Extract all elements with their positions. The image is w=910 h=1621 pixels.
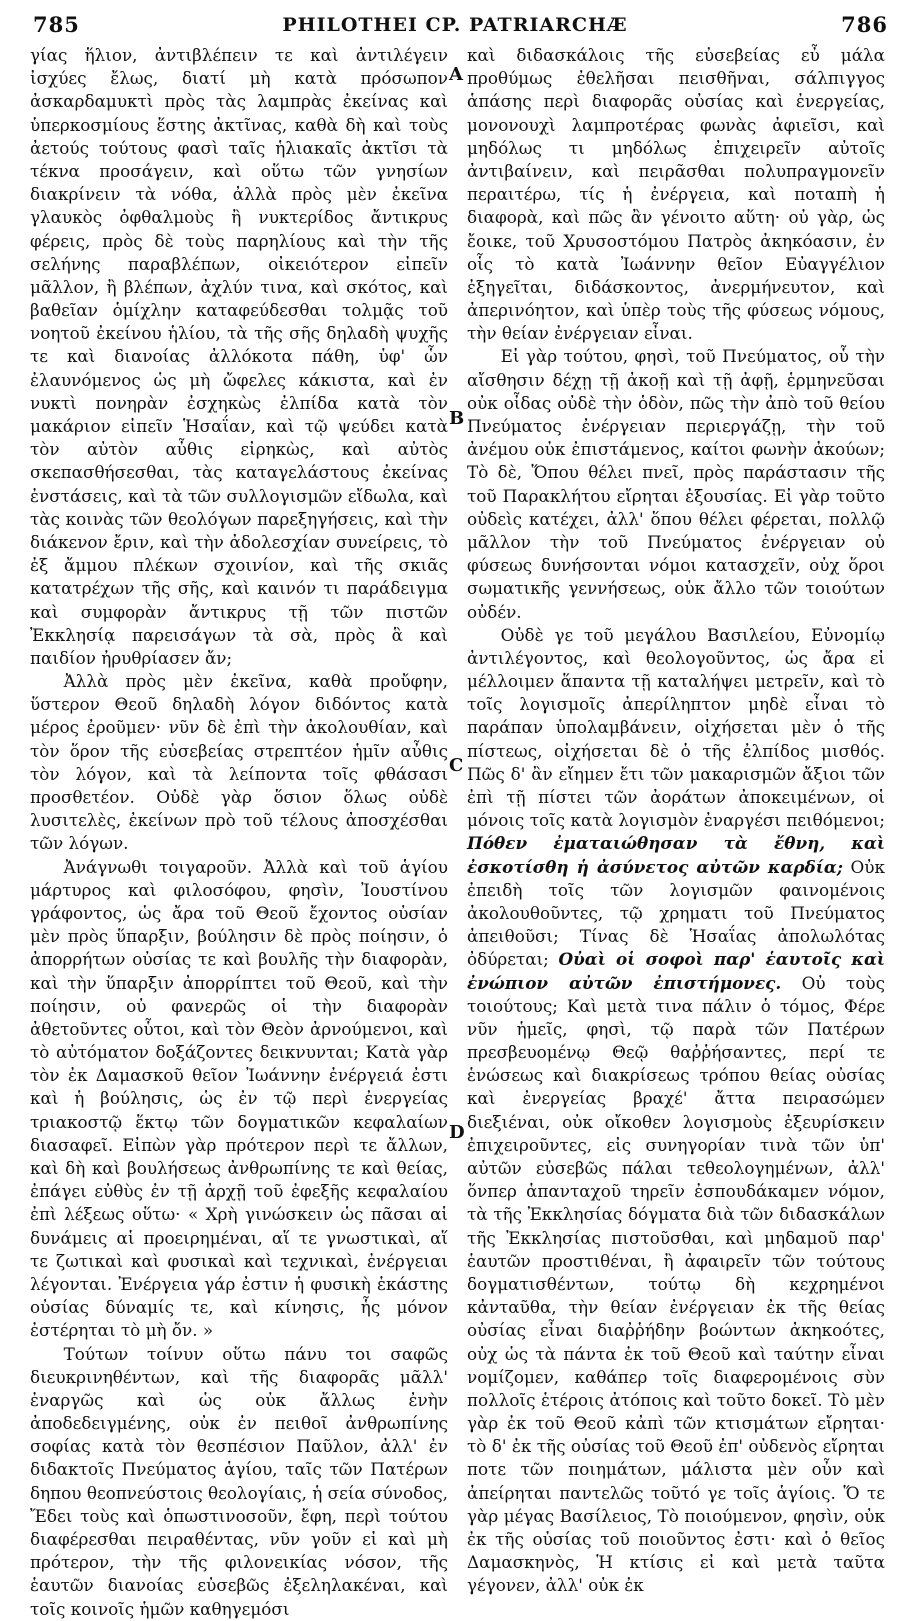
running-title: PHILOTHEI CP. PATRIARCHÆ (282, 14, 628, 36)
scripture-quote: Πόθεν ἐματαιώθησαν τὰ ἔθνη, καὶ ἐσκοτίσθη ἡ ἀσύνετος αὐτῶν καρδία; (467, 833, 885, 877)
margin-letter-b: B (449, 408, 465, 429)
paragraph-text: Οὐδὲ γε τοῦ μεγάλου Βασιλείου, Εὐνομίῳ ἀντιλέγοντος, καὶ θεολογοῦντος, ὡς ἄρα εἰ μέλλοιμεν ἅπαντα τῇ καταλήψει μετρεῖν, καὶ τὸ τοῖς λογισμοῖς ἀπερίληπτον μηδὲ εἶναι τὸ παράπαν ὑπολαμβάνειν, οἰχήσεται μὲν ὁ τῆς πίστεως, οἰχήσεται δὲ ὁ τῆς ἐλπίδος μισθός. Πῶς δ' ἂν εἴημεν ἔτι τῶν μακαρισμῶν ἄξιοι τῶν ἐπὶ τῇ πίστει τῶν ἀοράτων ἀποκειμένων, οἱ μόνοις τοῖς κατὰ λογισμὸν ἐναργέσι πειθόμενοι; (467, 624, 885, 831)
margin-letter-d: D (449, 1122, 465, 1143)
paragraph: γίας ἥλιον, ἀντιβλέπειν τε καὶ ἀντιλέγειν ἰσχύες ἔλως, διατί μὴ κατὰ πρόσωπον ἀσκαρδαμυκτὶ πρὸς τὰς λαμπρὰς ἐκείνας καὶ ὑπερκοσμίους ἕστης ἀκτῖνας, καθὰ δὴ καὶ τοὺς ἀετούς τούτους φασὶ ταῖς ἡλιακαῖς ἀκτῖσι τὰ τέκνα προσάγειν, καὶ οὕτω τῶν γνησίων διακρίνειν τὰ νόθα, ἀλλὰ πρὸς μὲν ἐκεῖνα γλαυκὸς ὀφθαλμοὺς ἢ νυκτερίδος ἄντικρυς φέρεις, πρὸς δὲ τοὺς παρηλίους καὶ τὴν τῆς σελήνης παραβλέπων, οἰκειότερον εἰπεῖν μᾶλλον, ἢ βλέπων, ἀχλύν τινα, καὶ σκότος, καὶ βαθεῖαν ὁμίχλην καταφεύδεσθαι τολμᾷς τοῦ νοητοῦ ἐκείνου ἡλίου, τὰ τῆς σῆς δηλαδὴ ψυχῆς τε καὶ διανοίας ἀλλόκοτα πάθη, ὑφ' ὧν ἐλαυνόμενος ὡς μὴ ὤφελες κάκιστα, καὶ ἐν νυκτὶ πονηρὰν ἐσχηκὼς ἐλπίδα κατὰ τὸν μακάριον εἰπεῖν Ἡσαΐαν, καὶ τῷ ψεύδει κατὰ τὸν αὐτὸν αὖθις εἰρηκὼς, καὶ αὐτὸς σκεπασθήσεσθαι, τὰς καταγελάστους ἐκείνας ἐνστάσεις, καὶ τὰ τῶν συλλογισμῶν εἴδωλα, καὶ τὰς κοινὰς τῶν θεολόγων παρεξηγήσεις, καὶ τὴν διάκενον ἔριν, καὶ τὴν ἀδολεσχίαν συνείρεις, τὸ ἐξ ἄμμου πλέκων σχοινίον, καὶ τῆς σκιᾶς κατατρέχων τῆς σῆς, καὶ καινόν τι παράδειγμα καὶ συμφορὰν ἄντικρυς τῇ τῶν πιστῶν Ἐκκλησίᾳ παρεισάγων τὰ σὰ, πρὸς ἃ καὶ παιδίον ἠρυθρίασεν ἄν; (30, 45, 448, 668)
paragraph: καὶ διδασκάλοις τῆς εὐσεβείας εὖ μάλα προθύμως ἐθελῆσαι πεισθῆναι, σάλπιγγος ἁπάσης περὶ διαφορᾶς οὐσίας καὶ ἐνεργείας, μονονουχὶ λαμπροτέρας φωνὰς ἀφιεῖσι, καὶ μηδόλως τι μηδόλως ἐπιχειρεῖν αὐτοῖς ἀντιβαίνειν, καὶ πειρᾶσθαι πολυπραγμονεῖν περαιτέρω, τίς ἡ ἐνέργεια, καὶ ποταπὴ ἡ διαφορὰ, καὶ πῶς ἂν γένοιτο αὕτη· οὐ γὰρ, ὡς ἔοικε, τοῦ Χρυσοστόμου Πατρὸς ἀκηκόασιν, ἐν οἷς τὸ κατὰ Ἰωάννην θεῖον Εὐαγγέλιον ἐξηγεῖται, διδάσκοντος, ἀνερμήνευτον, καὶ ἀπερινόητον, καὶ ὑπὲρ τοὺς τῆς φύσεως νόμους, τὴν θείαν ἐνέργειαν εἶναι. (467, 45, 885, 344)
page-number-left: 785 (33, 12, 80, 37)
margin-letter-a: A (449, 64, 463, 85)
paragraph-text: Οὐ τοὺς τοιούτους; Καὶ μετὰ τινα πάλιν ὁ τόμος, Φέρε νῦν ἡμεῖς, φησὶ, τῷ παρὰ τῶν Πατέρων πρεσβευομένῳ Θεῷ θαῤῥήσαντες, περί τε ἑνώσεως καὶ διακρίσεως τρόπου θείας οὐσίας καὶ ἐνεργείας βραχέ' ἄττα πειρασώμεν διεξιέναι, οὐκ οἴκοθεν λογισμοὺς ἐξευρίσκειν ἐπιχειροῦντες, εἰς συνηγορίαν τινὰ τῶν ὑπ' αὐτῶν εὐσεβῶς πάλαι τεθεολογημένων, ἀλλ' ὅνπερ ἁπανταχοῦ τηρεῖν ἐσπουδάκαμεν νόμον, τὰ τῆς Ἐκκλησίας δόγματα διὰ τῶν διδασκάλων τῆς Ἐκκλησίας πιστοῦσθαι, καὶ μηδαμοῦ παρ' ἑαυτῶν προστιθέναι, ἢ ἀφαιρεῖν τῶν τούτους δογματισθέντων, τούτῳ δὴ κεχρημένοι κἀνταῦθα, τὴν θείαν ἐνέργειαν ἐκ τῆς θείας οὐσίας εἶναι διαῤῥήδην βοώντων ἀκηκοότες, οὐχ ὡς τὰ πάντα ἐκ τοῦ Θεοῦ καὶ ταύτην εἶναι νομίζομεν, καθάπερ τοῖς διαφερομένοις σὺν πολλοῖς ἑτέροις ἀτόποις καὶ τοῦτο δοκεῖ. Τὸ μὲν γὰρ ἐκ τοῦ Θεοῦ κἀπὶ τῶν κτισμάτων εἴρηται· τὸ δ' ἐκ τῆς οὐσίας τοῦ Θεοῦ ἐπ' οὐδενὸς εἴρηται ποτε τῶν ποιημάτων, μάλιστα μὲν οὖν καὶ ἀπείρηται παντελῶς τοῦτό γε τοῖς ἁγίοις. Ὅ τε γὰρ μέγας Βασίλειος, Τὸ ποιούμενον, φησὶν, οὐκ ἐκ τῆς οὐσίας τοῦ ποιοῦντος ἐστι· καὶ ὁ θεῖος Δαμασκηνὸς, Ἡ κτίσις εἰ καὶ μετὰ ταῦτα γέγονεν, ἀλλ' οὐκ ἐκ (467, 972, 885, 1596)
page-number-right: 786 (841, 12, 888, 37)
paragraph: Ἀνάγνωθι τοιγαροῦν. Ἀλλὰ καὶ τοῦ ἁγίου μάρτυρος καὶ φιλοσόφου, φησὶν, Ἰουστίνου γράφοντος, ὡς ἄρα τοῦ Θεοῦ ἔχοντος οὐσίαν μὲν πρὸς ὕπαρξιν, βούλησιν δὲ πρὸς ποίησιν, ὁ ἀπορρήτων οὐσίας τε καὶ βουλῆς τὴν διαφορὰν, καὶ τὴν ὕπαρξιν ἀπορρίπτει τοῦ Θεοῦ, καὶ τὴν ποίησιν, οὐ φανερῶς οἱ τὴν διαφορὰν ἀθετοῦντες οὗτοι, καὶ τὸν Θεὸν ἀρνούμενοι, καὶ τὸ αὐτόματον δοξάζοντες δεικνυνται; Κατὰ γὰρ τὸν ἐκ Δαμασκοῦ θεῖον Ἰωάννην ἐνέργειά ἐστι καὶ ἡ βούλησις, ὡς ἐν τῷ περὶ ἐνεργείας τριακοστῷ ἕκτῳ τῶν δογματικῶν κεφαλαίων διασαφεῖ. Εἰπὼν γὰρ πρότερον περὶ τε ἄλλων, καὶ δὴ καὶ βουλήσεως ἀνθρωπίνης τε καὶ θείας, ἐπάγει εὐθὺς ἐν τῇ ἀρχῇ τοῦ ἐφεξῆς κεφαλαίου ἐπὶ λέξεως οὕτω· « Χρὴ γινώσκειν ὡς πᾶσαι αἱ δυνάμεις αἱ προειρημέναι, αἵ τε γνωστικαὶ, αἵ τε ζωτικαὶ καὶ φυσικαὶ καὶ τεχνικαὶ, ἐνέργειαι λέγονται. Ἐνέργεια γάρ ἐστιν ἡ φυσικὴ ἑκάστης οὐσίας δύναμίς τε, καὶ κίνησις, ἧς μόνον ἐστέρηται τὸ μὴ ὄν. » (30, 856, 448, 1341)
paragraph: Ἀλλὰ πρὸς μὲν ἐκεῖνα, καθὰ προὔφην, ὕστερον Θεοῦ δηλαδὴ λόγον διδόντος κατὰ μέρος ἐροῦμεν· νῦν δὲ ἐπὶ τὴν ἀκολουθίαν, καὶ τὸν ὅρον τῆς εὐσεβείας στρεπτέον ἡμῖν αὖθις τὸν λόγον, καὶ τὰ λείποντα τοῖς φθάσασι προσθετέον. Οὐδὲ γὰρ ὅσιον ὅλως οὐδὲ λυσιτελὲς, ἐκείνων πρὸ τοῦ τέλους ἀποσχέσθαι τῶν λόγων. (30, 671, 448, 854)
paragraph: Εἰ γὰρ τούτου, φησὶ, τοῦ Πνεύματος, οὗ τὴν αἴσθησιν δέχῃ τῇ ἀκοῇ καὶ τῇ ἀφῇ, ἑρμηνεῦσαι οὐκ οἶδας οὐδὲ τὴν ὁδὸν, πῶς τὴν ἀπὸ τοῦ θείου Πνεύματος ἐνέργειαν περιεργάζῃ, τὴν τοῦ ἀνέμου οὐκ ἐπιστάμενος, καίτοι φωνὴν ἀκούων; Τὸ δὲ, Ὅπου θέλει πνεῖ, πρὸς παράστασιν τῆς τοῦ Παρακλήτου εἴρηται ἐξουσίας. Εἰ γὰρ τοῦτο οὐδεὶς κατέχει, ἀλλ' ὅπου θέλει φέρεται, πολλῷ μᾶλλον τὴν τοῦ Πνεύματος ἐνέργειαν οὐ φύσεως δυνήσονται νόμοι κατασχεῖν, οὐχ ὅροι σωματικῆς γεννήσεως, οὐκ ἄλλο τῶν τοιούτων οὐδέν. (467, 346, 885, 622)
right-column (467, 44, 885, 1598)
paragraph: Τούτων τοίνυν οὕτω πάνυ τοι σαφῶς διευκρινηθέντων, καὶ τῆς διαφορᾶς μᾶλλ' ἐναργῶς καὶ ὡς οὐκ ἄλλως ἐνὴν ἀποδεδειγμένης, οὐκ ἐν πειθοῖ ἀνθρωπίνης σοφίας κατὰ τὸν θεσπέσιον Παῦλον, ἀλλ' ἐν διδακτοῖς Πνεύματος ἁγίου, ταῖς τῶν Πατέρων δηπου θεοπνεύστοις θεολογίαις, ἡ σεία σύνοδος, Ἔδει τοὺς καὶ ὁπωστινοσοῦν, ἔφη, περὶ τούτου διαφέρεσθαι πειραθέντας, νῦν γοῦν εἰ καὶ μὴ πρότερον, τὴν τῆς φιλονεικίας νόσον, τῆς ἑαυτῶν διανοίας εὐσεβῶς ἐξεληλακέναι, καὶ τοῖς κοινοῖς ἡμῶν καθηγεμόσι (30, 1343, 448, 1619)
running-header (0, 8, 910, 42)
paragraph (467, 624, 885, 1598)
scripture-quote: Οὐαὶ οἱ σοφοὶ παρ' ἑαυτοῖς καὶ ἐνώπιον αὐτῶν ἐπιστήμονες. (467, 949, 885, 993)
left-column (30, 44, 448, 1621)
paragraph-text: Οὐκ ἐπειδὴ τοῖς τῶν λογισμῶν φαινομένοις ἀκολουθοῦντες, τῷ χρηματι τοῦ Πνεύματος ἀπειθοῦσι; Τίνας δὲ Ἡσαΐας ἀπολωλότας ὀδύρεται; (467, 856, 885, 970)
margin-letter-c: C (449, 755, 464, 776)
